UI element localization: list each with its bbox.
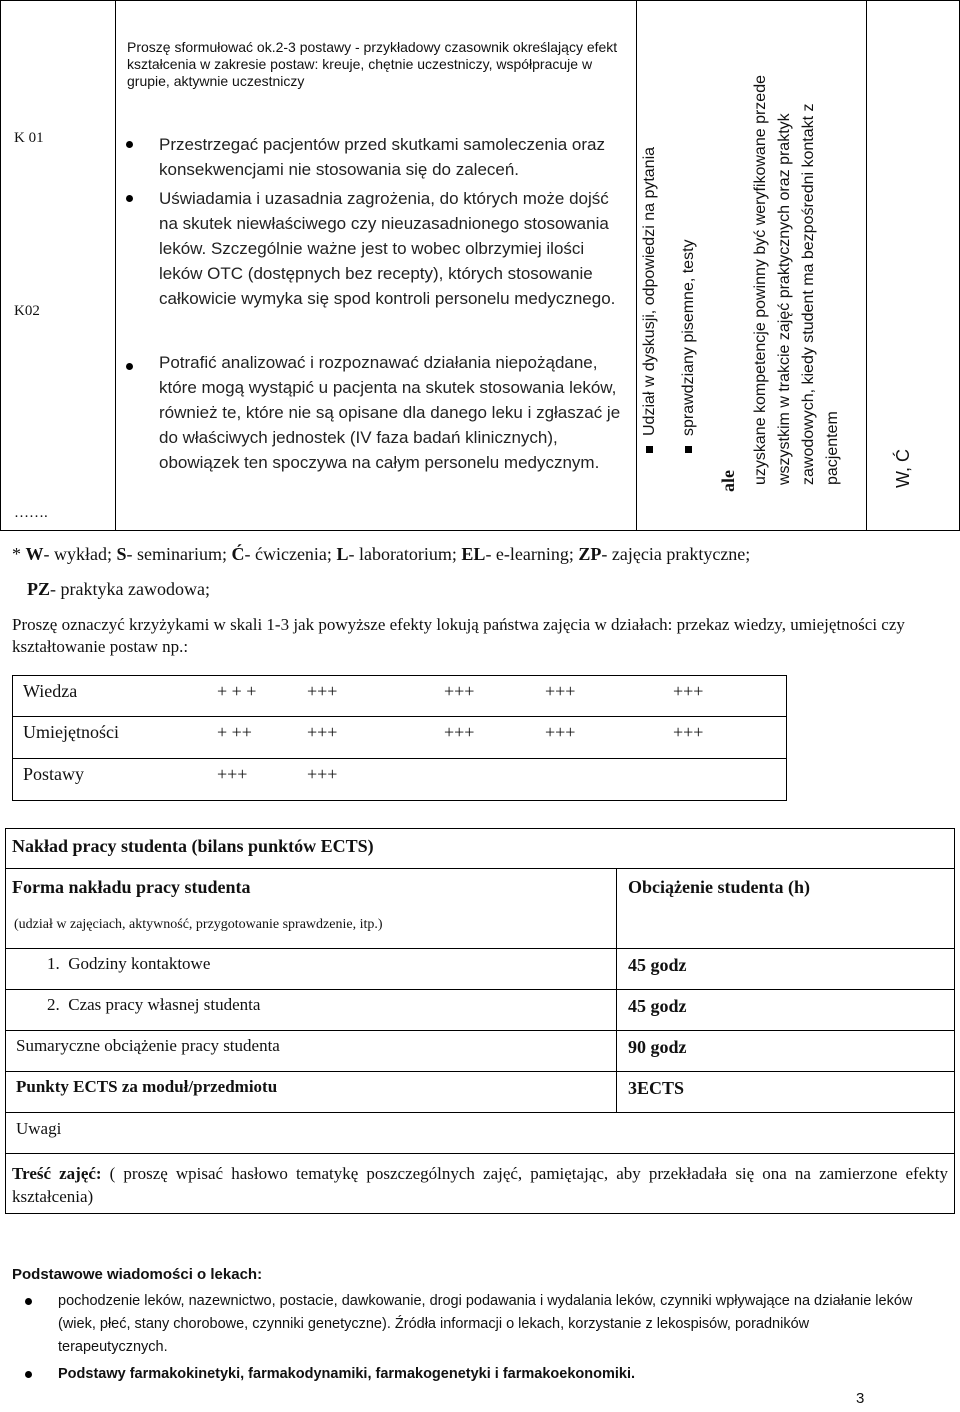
ects-remarks: Uwagi (16, 1119, 62, 1138)
ects-value: 90 godz (628, 1037, 687, 1057)
effect-code-k02: K02 (14, 303, 40, 319)
bullet-icon (126, 141, 133, 148)
verification-competence-line4: pacjentem (824, 411, 841, 485)
scale-cell: +++ (673, 722, 704, 742)
effect-bullet-3: Potrafić analizować i rozpoznawać działania niepożądane, które mogą wystąpić u pacjenta na skutek stosowania leków, również te, które nie są opisane dla danego leku i zgłaszać je do właściwych jednostek (IV faza badań klinicznych), obowiązek ten spoczywa na całym personelu medycznym. (159, 353, 621, 472)
ects-col-load: Obciążenie studenta (h) (628, 877, 810, 897)
effect-bullet-1: Przestrzegać pacjentów przed skutkami samoleczenia oraz konsekwencjami nie stosowania się do zaleceń. (159, 135, 605, 179)
scale-cell: +++ (545, 681, 576, 701)
section-title: Podstawowe wiadomości o lekach: (12, 1266, 263, 1283)
ects-value: 3ECTS (628, 1078, 685, 1098)
scale-cell: +++ (307, 764, 338, 784)
scale-cell: +++ (217, 764, 248, 784)
legend-line-1: * W- wykład; S- seminarium; Ć- ćwiczenia; L- laboratorium; EL- e-learning; ZP- zajęcia praktyczne; (12, 544, 751, 564)
ects-value: 45 godz (628, 996, 687, 1016)
ects-col-form: Forma nakładu pracy studenta (12, 877, 251, 897)
scale-cell: +++ (307, 722, 338, 742)
bullet-icon (126, 363, 133, 370)
effects-header-text: Proszę sformułować ok.2-3 postawy - przykładowy czasownik określający efekt kształcenia w zakresie postaw: kreuje, chętnie uczestniczy, współpracuje w grupie, aktywnie uczestniczy (127, 39, 618, 89)
scale-cell: + ++ (217, 722, 252, 742)
ects-title: Nakład pracy studenta (bilans punktów ECTS) (12, 836, 374, 856)
ects-value: 45 godz (628, 955, 687, 975)
bullet-icon (25, 1371, 32, 1378)
verification-competence-line1: uzyskane kompetencje powinny być weryfikowane przede (752, 75, 769, 485)
course-content-text: Treść zajęć: ( proszę wpisać hasłowo tematykę poszczególnych zajęć, pamiętając, aby przekładała się ona na zamierzone efekty kształcenia) (12, 1164, 948, 1206)
forms-of-classes: W, Ć (893, 449, 913, 488)
legend-line-2: PZ- praktyka zawodowa; (27, 579, 210, 599)
scale-label-skills: Umiejętności (23, 722, 119, 742)
scale-cell: +++ (444, 722, 475, 742)
verification-competence-line2: wszystkim w trakcie zajęć praktycznych oraz praktyk (776, 113, 793, 485)
ects-row-own-work: 2. Czas pracy własnej studenta (47, 995, 261, 1014)
scale-cell: +++ (673, 681, 704, 701)
square-bullet-icon (685, 446, 692, 453)
bullet-icon (126, 195, 133, 202)
content-bullet-1: pochodzenie leków, nazewnictwo, postacie, dawkowanie, drogi podawania i wydalania leków, czynniki wpływające na działanie leków (wiek, płeć, stany chorobowe, czynniki genetyczne). Źródła informacji o lekach, korzystanie z lekospisów, poradników terapeutycznych. (58, 1293, 913, 1355)
ects-row-points: Punkty ECTS za moduł/przedmiotu (16, 1077, 278, 1096)
scale-cell: + + + (217, 681, 257, 701)
effect-code-k01: K 01 (14, 130, 44, 146)
page-number: 3 (856, 1390, 865, 1407)
scale-cell: +++ (307, 681, 338, 701)
bullet-icon (25, 1298, 32, 1305)
verification-competence-line3: zawodowych, kiedy student ma bezpośredni kontakt z (800, 103, 817, 485)
ects-subnote: (udział w zajęciach, aktywność, przygotowanie sprawdzenie, itp.) (14, 917, 383, 932)
ects-row-contact-hours: 1. Godziny kontaktowe (47, 954, 211, 973)
scale-cell: +++ (444, 681, 475, 701)
effect-code-more: ……. (14, 505, 48, 521)
content-bullet-2: Podstawy farmakokinetyki, farmakodynamiki, farmakogenetyki i farmakoekonomiki. (58, 1366, 635, 1382)
effect-bullet-2: Uświadamia i uzasadnia zagrożenia, do których może dojść na skutek niewłaściwego czy nieuzasadnionego stosowania leków. Szczególnie ważne jest to wobec olbrzymiej ilości leków OTC (dostępnych bez recepty), których stosowanie całkowicie wymyka się spod kontroli personelu medycznego. (159, 189, 616, 308)
verification-ale: ale (718, 470, 738, 492)
scale-label-attitudes: Postawy (23, 764, 85, 784)
ects-row-total: Sumaryczne obciążenie pracy studenta (16, 1036, 280, 1055)
square-bullet-icon (646, 446, 653, 453)
scale-cell: +++ (545, 722, 576, 742)
scale-label-knowledge: Wiedza (23, 681, 78, 701)
verification-tests: sprawdziany pisemne, testy (680, 239, 697, 436)
scale-instruction: Proszę oznaczyć krzyżykami w skali 1-3 jak powyższe efekty lokują państwa zajęcia w działach: przekaz wiedzy, umiejętności czy kształtowanie postaw np.: (12, 615, 905, 656)
verification-discussion: Udział w dyskusji, odpowiedzi na pytania (641, 146, 658, 436)
